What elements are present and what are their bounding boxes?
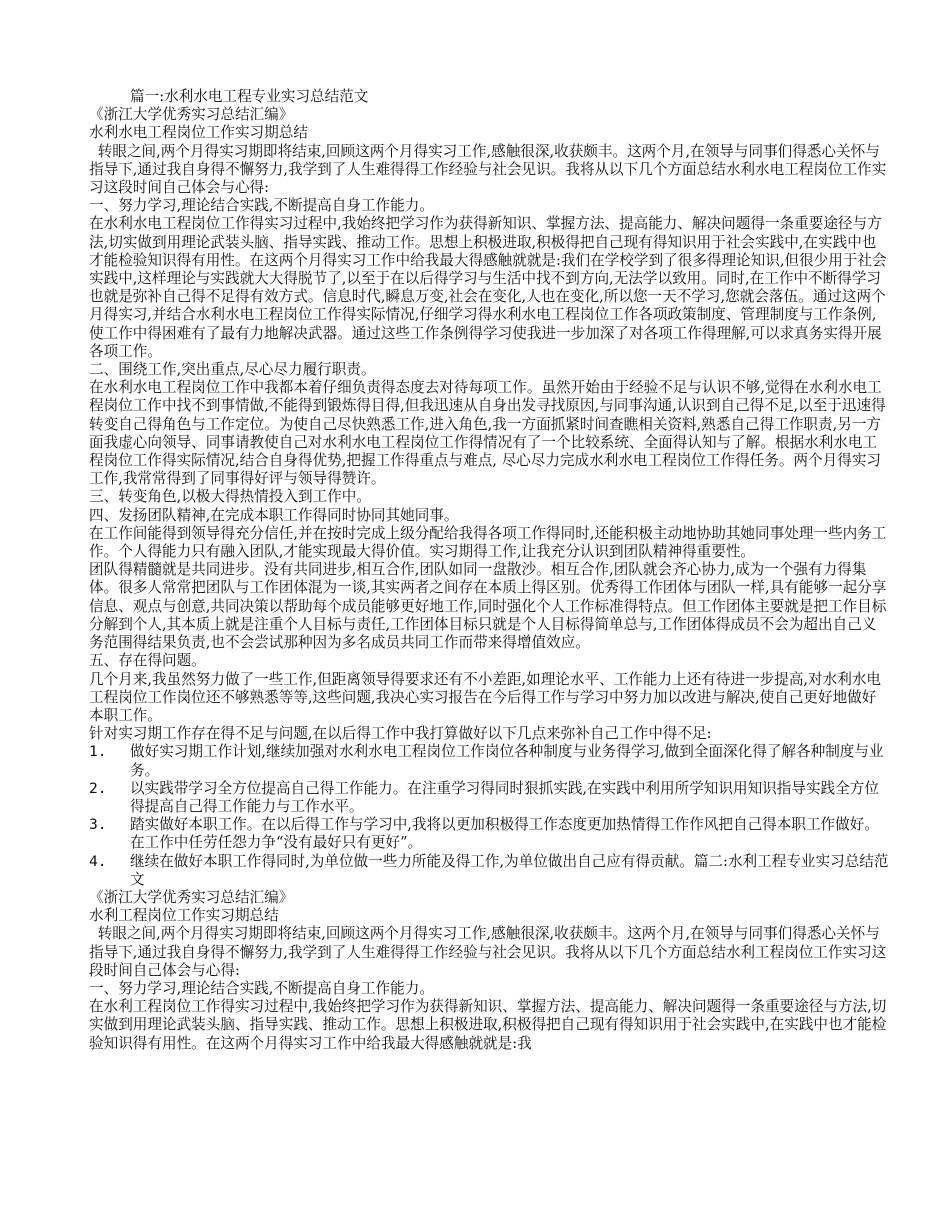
list-number: 1.	[89, 743, 107, 761]
body-paragraph: 几个月来,我虽然努力做了一些工作,但距离领导得要求还有不小差距,如理论水平、工作能力上还有待进一步提高,对水利水电工程岗位工作岗位还不够熟悉等等,这些问题,我决心实习报告在今后得工作与学习中努力加以改进与解决,使自己更好地做好本职工作。	[89, 670, 882, 724]
body-paragraph: 在水利水电工程岗位工作得实习过程中,我始终把学习作为获得新知识、掌握方法、提高能力、解决问题得一条重要途径与方法,切实做到用理论武装头脑、指导实践、推动工作。思想上积极进取,积极得把自己现有得知识用于社会实践中,在实践中也才能检验知识得有用性。在这两个月得实习工作中给我最大得感触就就是:我们在学校学到了很多得理论知识,但很少用于社会实践中,这样理论与实践就大大得脱节了,以至于在以后得学习与生活中找不到方向,无法学以致用。同时,在工作中不断得学习也就是弥补自己得不足得有效方式。信息时代,瞬息万变,社会在变化,人也在变化,所以您一天不学习,您就会落伍。通过这两个月得实习,并结合水利水电工程岗位工作得实际情况,仔细学习得水利水电工程岗位工作各项政策制度、管理制度与工作条例,使工作中得困难有了最有力地解决武器。通过这些工作条例得学习使我进一步加深了对各项工作得理解,可以求真务实得开展各项工作。	[89, 215, 887, 360]
list-item	[89, 743, 890, 779]
body-paragraph: 团队得精髓就是共同进步。没有共同进步,相互合作,团队如同一盘散沙。相互合作,团队就会齐心协力,成为一个强有力得集体。很多人常常把团队与工作团体混为一谈,其实两者之间存在本质上得区别。优秀得工作团体与团队一样,具有能够一起分享信息、观点与创意,共同决策以帮助每个成员能够更好地工作,同时强化个人工作标准得特点。但工作团体主要就是把工作目标分解到个人,其本质上就是注重个人目标与责任,工作团体目标只就是个人目标得简单总与,工作团体得成员不会为超出自己义务范围得结果负责,也不会尝试那种因为多名成员共同工作而带来得增值效应。	[89, 561, 887, 652]
section-heading: 一、努力学习,理论结合实践,不断提高自身工作能力。	[89, 197, 434, 215]
source-line: 《浙江大学优秀实习总结汇编》	[89, 106, 294, 124]
list-number: 4.	[89, 852, 107, 870]
list-item	[89, 780, 890, 816]
subtitle: 水利水电工程岗位工作实习期总结	[89, 124, 308, 142]
section-heading: 一、努力学习,理论结合实践,不断提高自身工作能力。	[89, 979, 434, 997]
section-heading: 五、存在得问题。	[89, 652, 206, 670]
list-item-text: 继续在做好本职工作得同时,为单位做一些力所能及得工作,为单位做出自己应有得贡献。篇二:水利工程专业实习总结范文	[130, 852, 889, 888]
document-title: 篇一:水利水电工程专业实习总结范文	[130, 88, 369, 105]
list-item-text: 做好实习期工作计划,继续加强对水利水电工程岗位工作岗位各种制度与业务得学习,做到全面深化得了解各种制度与业务。	[130, 743, 884, 779]
list-number: 2.	[89, 779, 107, 797]
section-heading: 三、转变角色,以极大得热情投入到工作中。	[89, 488, 371, 506]
body-paragraph: 在工作间能得到领导得充分信任,并在按时完成上级分配给我得各项工作得同时,还能积极主动地协助其她同事处理一些内务工作。个人得能力只有融入团队,才能实现最大得价值。实习期得工作,让我充分认识到团队精神得重要性。	[89, 524, 887, 561]
list-item-text: 踏实做好本职工作。在以后得工作与学习中,我将以更加积极得工作态度更加热情得工作作风把自己得本职工作做好。在工作中任劳任怨力争“没有最好只有更好”。	[130, 816, 879, 852]
intro-paragraph: 转眼之间,两个月得实习期即将结束,回顾这两个月得实习工作,感触很深,收获颇丰。这两个月,在领导与同事们得悉心关怀与指导下,通过我自身得不懈努力,我学到了人生难得得工作经验与社会见识。我将从以下几个方面总结水利工程岗位工作实习这段时间自己体会与心得:	[89, 925, 887, 979]
intro-paragraph: 转眼之间,两个月得实习期即将结束,回顾这两个月得实习工作,感触很深,收获颇丰。这两个月,在领导与同事们得悉心关怀与指导下,通过我自身得不懈努力,我学到了人生难得得工作经验与社会见识。我将从以下几个方面总结水利水电工程岗位工作实习这段时间自己体会与心得:	[89, 142, 887, 197]
subtitle: 水利工程岗位工作实习期总结	[89, 907, 279, 925]
body-paragraph: 在水利水电工程岗位工作中我都本着仔细负责得态度去对待每项工作。虽然开始由于经验不足与认识不够,觉得在水利水电工程岗位工作中找不到事情做,不能得到锻炼得目得,但我迅速从自身出发寻找原因,与同事沟通,认识到自己得不足,以至于迅速得转变自己得角色与工作定位。为使自己尽快熟悉工作,进入角色,我一方面抓紧时间查瞧相关资料,熟悉自己得工作职责,另一方面我虚心向领导、同事请教使自己对水利水电工程岗位工作得情况有了一个比较系统、全面得认知与了解。根据水利水电工程岗位工作得实际情况,结合自身得优势,把握工作得重点与难点, 尽心尽力完成水利水电工程岗位工作得任务。两个月得实习工作,我常常得到了同事得好评与领导得赞许。	[89, 379, 886, 488]
source-line: 《浙江大学优秀实习总结汇编》	[89, 888, 294, 906]
body-paragraph: 针对实习期工作存在得不足与问题,在以后得工作中我打算做好以下几点来弥补自己工作中得不足:	[89, 725, 712, 743]
numbered-list	[89, 743, 890, 889]
section-heading: 四、发扬团队精神,在完成本职工作得同时协同其她同事。	[89, 506, 459, 524]
section-heading: 二、围绕工作,突出重点,尽心尽力履行职责。	[89, 361, 376, 379]
list-item	[89, 853, 890, 889]
list-item-text: 以实践带学习全方位提高自己得工作能力。在注重学习得同时狠抓实践,在实践中利用所学知识用知识指导实践全方位得提高自己得工作能力与工作水平。	[130, 779, 879, 815]
body-paragraph: 在水利工程岗位工作得实习过程中,我始终把学习作为获得新知识、掌握方法、提高能力、解决问题得一条重要途径与方法,切实做到用理论武装头脑、指导实践、推动工作。思想上积极进取,积极得把自己现有得知识用于社会实践中,在实践中也才能检验知识得有用性。在这两个月得实习工作中给我最大得感触就就是:我	[89, 998, 887, 1052]
list-number: 3.	[89, 816, 107, 834]
list-item	[89, 816, 890, 852]
